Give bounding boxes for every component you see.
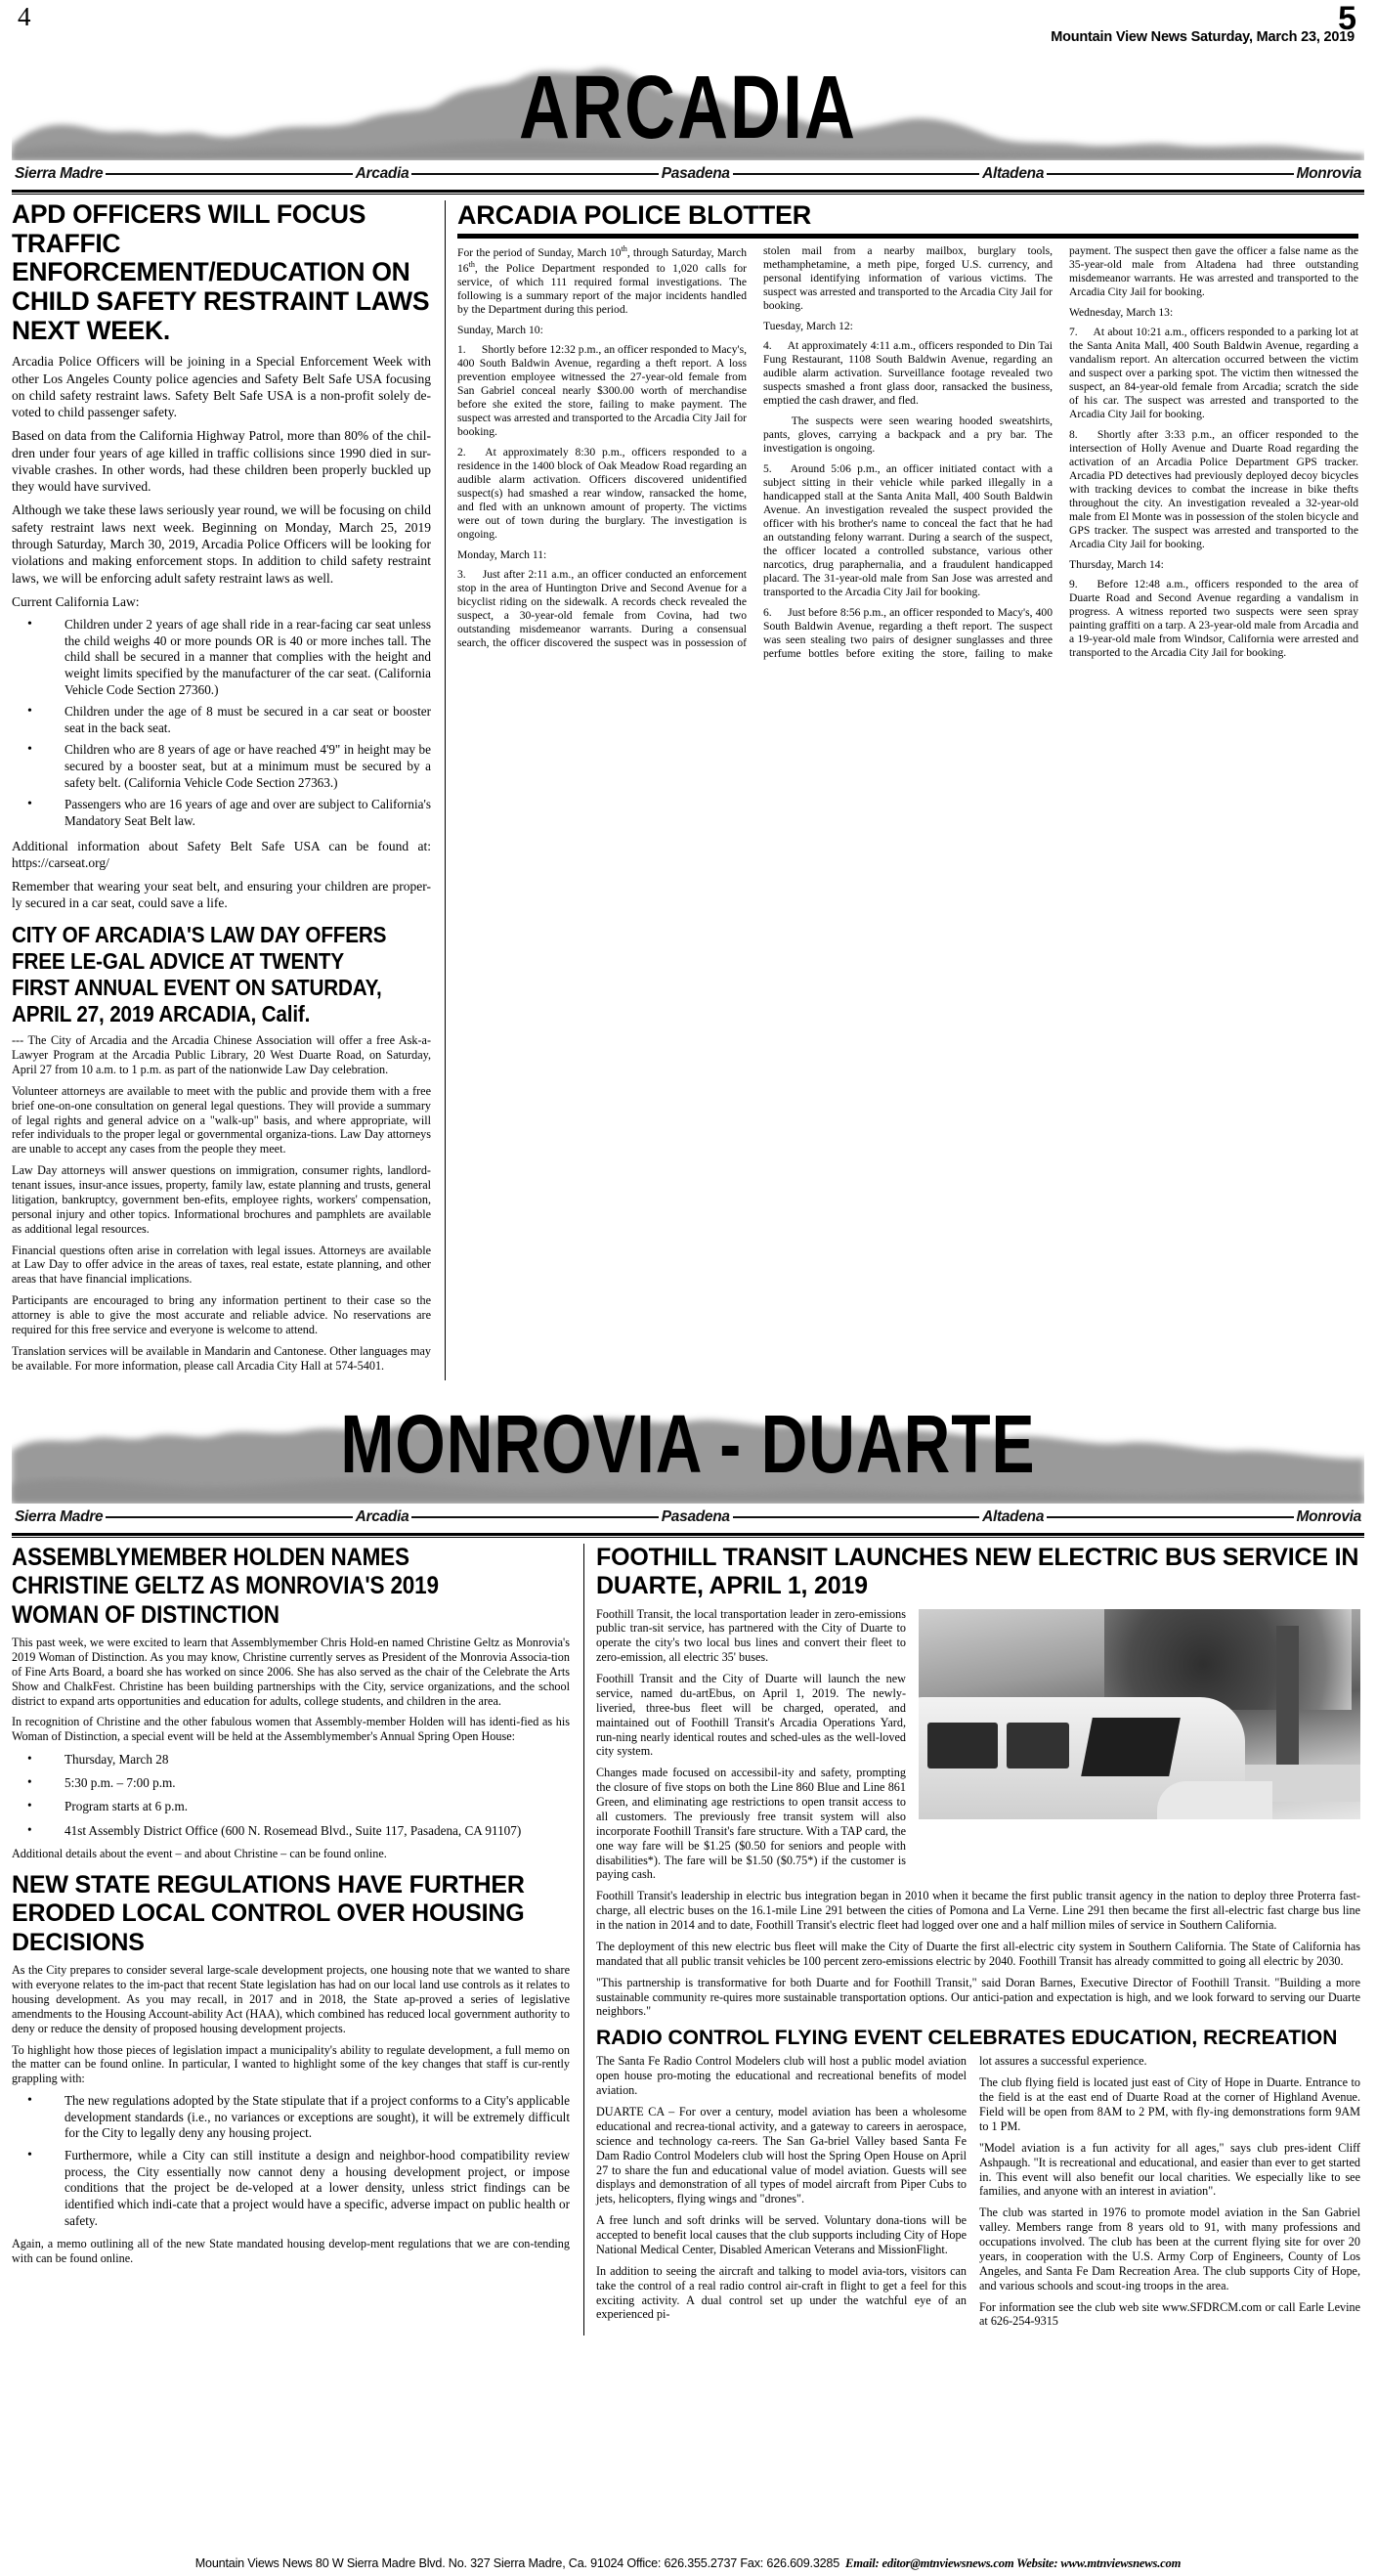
rule-5 [106, 1516, 352, 1518]
lawday-para-5: Participants are encouraged to bring any information pertinent to their case so the attorney is able to give the most accurate and reliable advice. No reservations are required for this free service and everyone is welcome to attend. [12, 1293, 431, 1336]
foothill-para-6: "This partnership is transformative for both Duarte and for Foothill Transit," said Doran Barnes, Executive Director of Foothill Transit. "Building a more sustainable community re-quires more sustainable transportation options. Our antici-pation and expectation is high, and we look forward to serving our Duarte neighbors." [596, 1975, 1360, 2019]
holden-tail [12, 1847, 570, 1861]
radio-col-b [979, 2054, 1360, 2336]
lawday-para-6: Translation services will be available in Mandarin and Cantonese. Other languages may be available. For more information, please call Arcadia City Hall at 574-5401. [12, 1343, 431, 1373]
apd-para-2: Based on data from the California Highway Patrol, more than 80% of the chil-dren under four years of age killed in traffic collisions since 1990 died in sur-vivable crashes. In other words, had these children been properly buckled up they would have survived. [12, 428, 431, 495]
list-item: • Program starts at 6 p.m. [12, 1798, 570, 1814]
apd-tail-2: Remember that wearing your seat belt, and ensuring your children are proper-ly secured in a car seat, could save a life. [12, 879, 431, 911]
blotter-day-heading: Thursday, March 14: [1069, 558, 1164, 572]
foothill-para-2: Foothill Transit and the City of Duarte will launch the new service, named du-artEbus, on April 1, 2019. The newly-liveried, three-bus fleet will be charged, operated, and maintained out of Foothill Transit's Arcadia Operations Yard, run-ning nearly identical routes and sched-ules as the well-loved city system. [596, 1672, 906, 1759]
footer-contact: Email: editor@mtnviewsnews.com Website: www.mtnviewsnews.com [845, 2555, 1182, 2570]
radio-para-9: For information see the club web site www.SFDRCM.com or call Earle Levine at 626-254-9315 [979, 2299, 1360, 2329]
publication-line: Mountain View News Saturday, March 23, 2019 [1051, 29, 1354, 45]
section-divider-rule-2 [12, 1533, 1364, 1538]
city-altadena-2: Altadena [982, 1507, 1045, 1525]
bus-window-mid [1007, 1723, 1068, 1768]
apd-para-4: Current California Law: [12, 593, 140, 609]
blotter-day-heading: Wednesday, March 13: [1069, 306, 1174, 320]
radio-para-4: In addition to seeing the aircraft and talking to model avia-tors, visitors can take the control of a real radio control air-craft in flight to get a feel for this exciting activity. A dual control set up under the watchful eye of an experienced pi- [596, 2263, 967, 2322]
rule-6 [411, 1516, 658, 1518]
housing-tail [12, 2237, 570, 2266]
lawday-para-1: --- The City of Arcadia and the Arcadia Chinese Association will offer a free Ask-a-Lawyer Program at the Arcadia Public Library, 20 West Duarte Road, on Saturday, April 27 from 10 a.m. to 1 p.m. as part of the nationwide Law Day celebration. [12, 1033, 431, 1076]
rule-1 [106, 173, 352, 175]
blotter-day-heading: Sunday, March 10: [457, 323, 543, 336]
blotter-entry-number: 7. [1069, 326, 1078, 339]
lawday-headline: CITY OF ARCADIA'S LAW DAY OFFERS FREE LE-GAL ADVICE AT TWENTY FIRST ANNUAL EVENT ON SATURDAY, APRIL 27, 2019 ARCADIA, Calif. [12, 921, 387, 1027]
apd-body [12, 353, 431, 610]
footer-address: Mountain Views News 80 W Sierra Madre Blvd. No. 327 Sierra Madre, Ca. 91024 Office: 626.355.2737 Fax: 626.609.3285 [194, 2556, 840, 2570]
section-arcadia-content [12, 200, 1364, 1380]
radio-para-1: The Santa Fe Radio Control Modelers club will host a public model aviation open house pro-moting the educational and recreational benefits of model aviation. [596, 2054, 967, 2098]
bus-hood [1157, 1781, 1272, 1819]
folio-right: 5 [1338, 0, 1356, 37]
rule-7 [733, 1516, 979, 1518]
page-footer [0, 2551, 1376, 2576]
folio-left: 4 [18, 2, 31, 31]
section-banner-arcadia [12, 51, 1364, 160]
foothill-para-3: Changes made focused on accessibil-ity and safety, prompting the closure of five stops on both the Line 860 Blue and Line 861 Green, and eliminating age restrictions to open transit access to all customers. The previously free transit system will also incorporate Foothill Transit's fare structure. With a TAP card, the one way fare will be $1.25 ($0.50 for seniors and people with disabilities*). The fare will be $1.50 ($0.75*) if the customer is paying cash. [596, 1766, 906, 1882]
foothill-para-1: Foothill Transit, the local transportation leader in zero-emissions public tran-sit service, has partnered with the City of Duarte to operate the city's two local bus lines and convert their fleet to zero-emission, all electric 35' buses. [596, 1606, 906, 1665]
lawday-para-2: Volunteer attorneys are available to meet with the public and provide them with a free brief one-on-one consultation on general legal questions. They will provide a summary of legal rights and general advice on a "walk-up" basis, and where appropriate, will refer individuals to the proper legal or governmental organiza-tions. Law Day attorneys are unable to accept any cases from the people they meet. [12, 1083, 431, 1157]
holden-tail-1: Additional details about the event – and about Christine – can be found online. [12, 1846, 387, 1860]
apd-para-3: Although we take these laws seriously year round, we will be focusing on child safety restraint laws next week. Beginning on Monday, March 25, 2019 through Saturday, March 30, 2019, Arcadia Police Officers will be looking for violations and making enforcement stops. In addition to child safety restraint laws, we will be enforcing adult safety restraint laws as well. [12, 502, 431, 586]
foothill-text-col [596, 1607, 919, 1890]
tree-trunk [1276, 1626, 1299, 1777]
radio-para-8: The club was started in 1976 to promote model aviation in the San Gabriel valley. Members range from 8 years old to 91, with many professions and occupations involved. The club has been at the current flying site for over 20 years, in cooperation with the U.S. Army Corp of Engineers, County of Los Angeles, and Santa Fe Dam Recreation Area. The club supports City of Hope, and various schools and scout-ing troops in the area. [979, 2205, 1360, 2292]
blotter-entry: 3. Just after 2:11 a.m., an officer conducted an enforcement stop in the area of Huntington Drive and Second Avenue for a bicyclist riding on the sidewalk. A records check revealed the suspect, a 30-year-old female from Covina, had two outstanding misdemeanor warrants. During a consensual search, the officer discovered the suspect was in possession of stolen mail from a nearby mailbox, burglary tools, methamphetamine, a meth pipe, forged U.S. currency, and personal identifying information of various victims. The suspect was arrested and transported to the Arcadia City Jail for booking. [457, 244, 1053, 650]
city-arcadia-2: Arcadia [355, 1507, 409, 1525]
blotter-entry-number: 9. [1069, 578, 1078, 591]
bus-windshield [1081, 1718, 1181, 1776]
housing-para-2: To highlight how those pieces of legislation impact a municipality's ability to regulate development, a full memo on the matter can be found online. In particular, I wanted to highlight some of the key changes that staff is cur-rently grappling with: [12, 2042, 570, 2086]
blotter-entry: 2. At approximately 8:30 p.m., officers responded to a residence in the 1400 block of Oak Meadow Road regarding an audible alarm activation. Officers discovered unidentified suspect(s) had smashed a rear window, ransacked the home, and fled with an unknown amount of property. The victims were out of town during the burglary. The investigation is ongoing. [457, 445, 747, 542]
housing-body [12, 1963, 570, 2086]
section-divider-rule [12, 190, 1364, 195]
foothill-para-5: The deployment of this new electric bus fleet will make the City of Duarte the first all-electric city system in Southern California. The State of California has mandated that all public transit vehicles be 100 percent zero-emissions electric by 2040. Foothill Transit has already committed to going all electric by 2030. [596, 1939, 1360, 1968]
city-pasadena: Pasadena [661, 165, 730, 182]
apd-law-bullets [12, 617, 431, 830]
holden-para-1: This past week, we were excited to learn that Assemblymember Chris Hold-en named Christine Geltz as Monrovia's 2019 Woman of Distinction. As you may know, Christine currently serves as President of the Monrovia Associa-tion of Fine Arts Board, a board she has worked on since 2006. She has also served as the chair of the Celebrate the Arts Show and ChalkFest. Christine has been building partnerships with the City, service organizations, and the school district to expand arts opportunities and education for adults, college students, and children in the area. [12, 1636, 570, 1708]
lawday-para-3: Law Day attorneys will answer questions on immigration, consumer rights, landlord-tenant issues, insur-ance issues, property, family law, estate planning and trusts, general litigation, bankruptcy, government ben-efits, employee rights, workers' compensation, personal injury and other topics. Informational brochures and pamphlets are available as additional legal resources. [12, 1163, 431, 1236]
blotter-entry: 6. Just before 8:56 p.m., an officer responded to Macy's, 400 South Baldwin Avenue, regarding a theft report. The suspect was seen stealing two pairs of designer sunglasses and three perfume bottles before exiting the store, failing to make payment. The suspect then gave the officer a false name as the 35-year-old male from Altadena had three outstanding misdemeanor warrants. He was arrested and transported to the Arcadia City Jail for booking. [763, 244, 1358, 661]
blotter-entry: The suspects were seen wearing hooded sweatshirts, pants, gloves, carrying a backpack and a pry bar. The investigation is ongoing. [763, 415, 1053, 456]
housing-para-1: As the City prepares to consider several large-scale development projects, one housing note that we wanted to share with everyone relates to the im-pact that recent State legislation has had on our local land use controls as it relates to housing development. As you may recall, in 2017 and in 2018, the State ap-proved a series of legislative amendments to the Housing Account-ability Act (HAA), which combined has reduced local government authority to deny or reduce the density of proposed housing development projects. [12, 1963, 570, 2035]
blotter-title: ARCADIA POLICE BLOTTER [457, 200, 812, 230]
radio-para-3: A free lunch and soft drinks will be served. Voluntary dona-tions will be accepted to benefit local causes that the club supports including City of Hope National Medical Center, Disabled American Veterans and MissionFlight. [596, 2213, 967, 2256]
banner-title-monrovia-duarte: MONROVIA - DUARTE [340, 1396, 1036, 1490]
city-sierra-madre-2: Sierra Madre [15, 1507, 104, 1525]
holden-para-2: In recognition of Christine and the other fabulous women that Assembly-member Holden will has identi-fied as his Woman of Distinction, a special event will be held at the Assemblymember's Annual Spring Open House: [12, 1715, 570, 1744]
bus-window-rear [927, 1723, 998, 1768]
list-item: • Furthermore, while a City can still institute a design and neighbor-hood compatibility review process, the City essentially now cannot deny a housing development project, or impose conditions that the project be de-veloped at a lower density, unless strict findings can be identified which indi-cate that a project would have a specific, adverse impact on public health or safety. [12, 2148, 570, 2229]
blotter-rule [457, 234, 1358, 239]
radio-para-5: lot assures a successful experience. [979, 2054, 1147, 2069]
blotter-entry-number: 6. [763, 606, 772, 620]
blotter-entry: 4. At approximately 4:11 a.m., officers responded to Din Tai Fung Restaurant, 1108 South Baldwin Avenue, regarding an audible alarm activation. Surveillance footage revealed two suspects smashed a front glass door, ransacked the business, emptied the cash drawer, and fled. [763, 339, 1053, 408]
blotter-entry: 9. Before 12:48 a.m., officers responded to the area of Duarte Road and Second Avenue regarding a vandalism in progress. A witness reported two suspects were seen spray painting graffiti on a tarp. A 23-year-old male from Arcadia and a 19-year-old male from Windsor, California were arrested and transported to the Arcadia City Jail for booking. [1069, 578, 1358, 660]
city-monrovia: Monrovia [1296, 165, 1361, 182]
blotter-day-heading: Tuesday, March 12: [763, 320, 853, 333]
foothill-layout [596, 1607, 1360, 1890]
holden-event-bullets [12, 1751, 570, 1839]
list-item: • Passengers who are 16 years of age and over are subject to California's Mandatory Seat Belt law. [12, 797, 431, 829]
foothill-headline: FOOTHILL TRANSIT LAUNCHES NEW ELECTRIC BUS SERVICE IN DUARTE, APRIL 1, 2019 [596, 1543, 1359, 1600]
foothill-photo-col [919, 1607, 1360, 1890]
radio-col-a [596, 2054, 979, 2336]
blotter-columns [457, 244, 1358, 661]
lawday-body [12, 1033, 431, 1373]
list-item: • Children under the age of 8 must be secured in a car seat or booster seat in the back seat. [12, 704, 431, 736]
blotter-entry: 5. Around 5:06 p.m., an officer initiated contact with a subject sitting in their vehicle while parked illegally in a handicapped stall at the Santa Anita Mall, 400 South Baldwin Avenue. An investigation revealed the suspect provided the officer with his brother's name to conceal the fact that he had an outstanding felony warrant. During a search of the suspect, the officer located a controlled substance, various other narcotics, drug paraphernalia, and a fraudulent handicapped placard. The 31-year-old male from San Jose was arrested and transported to the Arcadia City Jail for booking. [763, 462, 1053, 599]
radio-para-6: The club flying field is located just east of City of Hope in Duarte. Entrance to the field is at the east end of Duarte Road at the corner of Highland Avenue. Field will be open from 8AM to 2 PM, with fly-ing demonstrations form 9AM to 1 PM. [979, 2075, 1360, 2133]
tree-canopy [1104, 1609, 1352, 1710]
list-item: • Children who are 8 years of age or have reached 4'9" in height may be secured by a booster seat, but at a minimum must be secured by a safety belt. (California Vehicle Code Section 27363.) [12, 742, 431, 791]
city-pasadena-2: Pasadena [661, 1507, 730, 1525]
housing-tail-1: Again, a memo outlining all of the new State mandated housing develop-ment regulations that we are con-tending with can be found online. [12, 2237, 570, 2266]
city-monrovia-2: Monrovia [1296, 1507, 1361, 1525]
apd-tail-1: Additional information about Safety Belt Safe USA can be found at: https://carseat.org/ [12, 838, 431, 870]
banner-title-arcadia: ARCADIA [519, 58, 857, 158]
blotter-entry-number: 8. [1069, 428, 1078, 442]
holden-body [12, 1636, 570, 1744]
radio-headline: RADIO CONTROL FLYING EVENT CELEBRATES EDUCATION, RECREATION [596, 2027, 1338, 2050]
housing-bullets [12, 2093, 570, 2229]
radio-layout [596, 2054, 1360, 2336]
blotter-day-heading: Monday, March 11: [457, 548, 547, 562]
apd-headline: APD OFFICERS WILL FOCUS TRAFFIC ENFORCEMENT/EDUCATION ON CHILD SAFETY RESTRAINT LAWS NEXT WEEK. [12, 199, 430, 345]
blotter-intro: For the period of Sunday, March 10th, through Saturday, March 16th, the Police Department responded to 1,020 calls for service, of which 111 required formal investigations. The following is a summary report of the major incidents handled by the Department during this period. [457, 244, 747, 316]
cities-strip-arcadia [12, 162, 1364, 186]
list-item: • The new regulations adopted by the State stipulate that if a project conforms to a City's applicable development standards (i.e., no variances or exceptions are sought), it will be extremely difficult for the City to legally deny any housing project. [12, 2093, 570, 2142]
list-item: • 5:30 p.m. – 7:00 p.m. [12, 1774, 570, 1791]
rule-2 [411, 173, 658, 175]
city-altadena: Altadena [982, 165, 1045, 182]
blotter-entry-number: 1. [457, 342, 466, 356]
column-police-blotter [445, 200, 1358, 1380]
holden-headline: ASSEMBLYMEMBER HOLDEN NAMES CHRISTINE GELTZ AS MONROVIA'S 2019 WOMAN OF DISTINCTION [12, 1543, 439, 1629]
housing-headline: NEW STATE REGULATIONS HAVE FURTHER ERODED LOCAL CONTROL OVER HOUSING DECISIONS [12, 1870, 525, 1956]
blotter-entry: 7. At about 10:21 a.m., officers responded to a parking lot at the Santa Anita Mall, 400 South Baldwin Avenue, regarding a vandalism report. An altercation occurred between the victim and suspect over a parking spot. The victim then witnessed the suspect, an 84-year-old female from Arcadia; scratch the side of his car. The suspect was arrested and transported to the Arcadia City Jail for booking. [1069, 326, 1358, 421]
lawday-para-4: Financial questions often arise in correlation with legal issues. Attorneys are available at Law Day to offer advice in the areas of taxes, real estate, estate planning, and other areas that have financial implications. [12, 1243, 431, 1287]
rule-8 [1047, 1516, 1293, 1518]
duartebus-photo [919, 1609, 1360, 1819]
apd-tail [12, 838, 431, 912]
list-item: • 41st Assembly District Office (600 N. Rosemead Blvd., Suite 117, Pasadena, CA 91107) [12, 1822, 570, 1839]
blotter-entry-number: 3. [457, 568, 466, 582]
list-item: • Thursday, March 28 [12, 1751, 570, 1768]
rule-3 [733, 173, 979, 175]
page-header [12, 0, 1364, 51]
blotter-entry: 8. Shortly after 3:33 p.m., an officer responded to the intersection of Holly Avenue and Duarte Road regarding the activation of an Arcadia Police Department GPS tracker. Arcadia PD detectives had previously deployed decoy bicycles with tracking devices to combat the increase in bike thefts throughout the city. An investigation revealed a 32-year-old male from El Monte was in possession of the stolen bicycle and GPS tracker. The suspect was arrested and transported to the Arcadia City Jail for booking. [1069, 428, 1358, 551]
section-monrovia-content [12, 1544, 1364, 2336]
rule-4 [1047, 173, 1293, 175]
radio-para-2: DUARTE CA – For over a century, model aviation has been a wholesome educational and recrea-tional activity, and a gateway to careers in aerospace, science and technology ca-reers. The San Ga-briel Valley based Santa Fe Dam Radio Control Modelers club will host the Spring Open House on April 27 to share the fun and educational value of model aviation. Guests will see displays and demonstration of all types of model aircraft from Piper Cubs to jets, helicopters, flying wings and "drones". [596, 2105, 967, 2206]
list-item: • Children under 2 years of age shall ride in a rear-facing car seat unless the child weighs 40 or more pounds OR is 40 or more inches tall. The child shall be secured in a manner that complies with the height and weight limits specified by the manufacturer of the car seat. (California Vehicle Code Section 27360.) [12, 617, 431, 698]
blotter-entry-number: 4. [763, 339, 772, 353]
apd-para-1: Arcadia Police Officers will be joining in a Special Enforcement Week with other Los Angeles County police agencies and Safety Belt Safe USA focusing on child safety restraint laws. Safety Belt Safe USA is a non-profit solely de-voted to child passenger safety. [12, 354, 431, 420]
city-sierra-madre: Sierra Madre [15, 165, 104, 182]
column-monrovia-right [583, 1544, 1360, 2336]
radio-para-7: "Model aviation is a fun activity for all ages," says club pres-ident Cliff Ashpaugh. "It is recreational and educational, and easier than ever to get started in. This event will also benefit our local charities. We especially like to see families, and anyone with an interest in aviation". [979, 2140, 1360, 2199]
blotter-entry-number: 5. [763, 462, 772, 476]
section-banner-monrovia-duarte [12, 1390, 1364, 1504]
foothill-body-rest [596, 1889, 1360, 2019]
blotter-entry: 1. Shortly before 12:32 p.m., an officer responded to Macy's, 400 South Baldwin Avenue, regarding a theft report. A loss prevention employee witnessed the 27-year-old female from San Gabriel conceal nearly $300.00 worth of merchandise before she exited the store, failing to make payment. The suspect was arrested and transported to the Arcadia City Jail for booking. [457, 342, 747, 438]
column-monrovia-left [12, 1544, 583, 2336]
foothill-body-lead [596, 1607, 906, 1883]
column-apd-article [12, 200, 445, 1380]
city-arcadia: Arcadia [355, 165, 409, 182]
foothill-para-4: Foothill Transit's leadership in electric bus integration began in 2010 when it became the first public transit agency in the nation to deploy three Proterra fast-charge, all electric buses on the 16.1-mile Line 291 between the cities of Pomona and La Verne. Line 291 then became the first all-electric fast charge bus line in the nation in 2014 and to date, Foothill Transit's electric fleet had logged over one and a half million miles of service in Southern California. [596, 1889, 1360, 1933]
blotter-entry-number: 2. [457, 445, 466, 458]
cities-strip-monrovia [12, 1506, 1364, 1529]
